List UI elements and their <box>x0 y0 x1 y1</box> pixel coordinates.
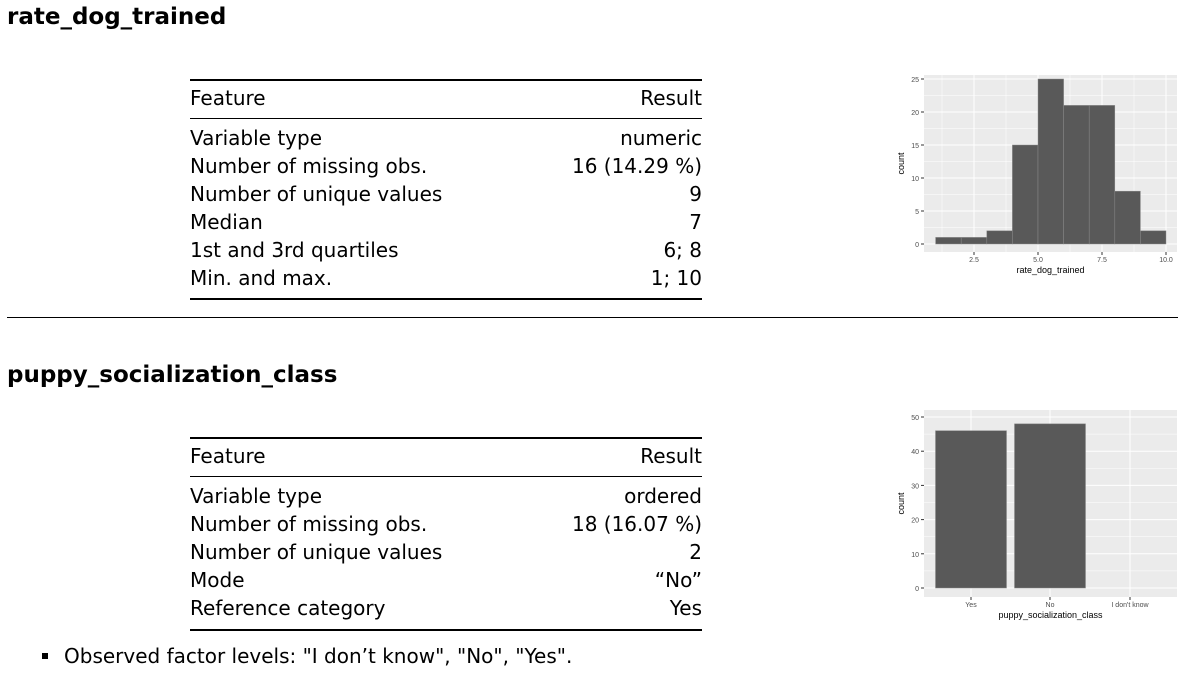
x-tick-label: I don't know <box>1111 602 1149 609</box>
table-row <box>190 538 702 566</box>
header-result: Result <box>640 86 702 110</box>
result-cell: 16 (14.29 %) <box>571 154 702 178</box>
result-cell: ordered <box>624 484 702 508</box>
header-feature: Feature <box>190 444 266 468</box>
x-tick-label: No <box>1045 602 1055 609</box>
table-header <box>190 442 702 470</box>
table-row <box>190 594 702 622</box>
feature-cell: Reference category <box>190 596 386 620</box>
result-cell: “No” <box>654 568 702 592</box>
table-bottom-rule <box>190 298 702 300</box>
table-row <box>190 208 702 236</box>
histogram-bar <box>987 231 1013 244</box>
feature-cell: Variable type <box>190 484 323 508</box>
table-row <box>190 152 702 180</box>
summary-table <box>190 437 702 632</box>
table-mid-rule <box>190 476 702 477</box>
y-axis-title: count <box>896 152 906 175</box>
table-row <box>190 264 702 292</box>
histogram-bar <box>961 237 987 244</box>
histogram-bar <box>1115 191 1141 244</box>
result-cell: 9 <box>689 182 702 206</box>
section-title: puppy_socialization_class <box>7 362 338 388</box>
bar <box>1015 424 1086 588</box>
summary-table <box>190 79 702 301</box>
bar <box>936 431 1007 588</box>
histogram-chart <box>890 70 1180 285</box>
y-tick-label: 10 <box>911 176 919 183</box>
x-tick-label: 10.0 <box>1159 257 1173 264</box>
y-tick-label: 0 <box>915 586 919 593</box>
result-cell: 18 (16.07 %) <box>571 512 702 536</box>
histogram-bar <box>1012 145 1038 244</box>
factor-levels-note <box>42 644 572 668</box>
result-cell: 1; 10 <box>650 266 702 290</box>
section-title: rate_dog_trained <box>7 4 227 30</box>
note-text: Observed factor levels: "I don’t know", "No", "Yes". <box>64 644 573 668</box>
feature-cell: 1st and 3rd quartiles <box>190 238 399 262</box>
table-top-rule <box>190 79 702 81</box>
result-cell: 6; 8 <box>663 238 702 262</box>
table-top-rule <box>190 437 702 439</box>
feature-cell: Number of unique values <box>190 540 443 564</box>
y-tick-label: 30 <box>911 483 919 491</box>
result-cell: numeric <box>620 126 702 150</box>
feature-cell: Min. and max. <box>190 266 333 290</box>
y-tick-label: 5 <box>915 209 919 216</box>
feature-cell: Number of unique values <box>190 182 443 206</box>
table-mid-rule <box>190 118 702 119</box>
feature-cell: Number of missing obs. <box>190 512 428 536</box>
x-tick-label: 2.5 <box>969 257 979 264</box>
y-tick-label: 10 <box>911 551 919 559</box>
result-cell: 2 <box>689 540 702 564</box>
table-row <box>190 566 702 594</box>
histogram-bar <box>1089 105 1115 244</box>
x-axis-title: rate_dog_trained <box>1016 265 1085 275</box>
histogram-bar <box>1140 231 1166 244</box>
histogram-bar <box>1064 105 1090 244</box>
x-tick-label: 5.0 <box>1033 257 1043 264</box>
y-tick-label: 40 <box>911 449 919 457</box>
y-tick-label: 20 <box>911 110 919 117</box>
table-header <box>190 84 702 112</box>
table-row <box>190 482 702 510</box>
table-row <box>190 236 702 264</box>
result-cell: Yes <box>669 596 702 620</box>
x-tick-label: 7.5 <box>1097 257 1107 264</box>
result-cell: 7 <box>689 210 702 234</box>
x-axis-title: puppy_socialization_class <box>998 610 1103 620</box>
feature-cell: Number of missing obs. <box>190 154 428 178</box>
y-axis-title: count <box>896 492 906 515</box>
section-divider <box>7 317 1178 318</box>
bullet-icon <box>42 653 48 659</box>
table-bottom-rule <box>190 629 702 631</box>
y-tick-label: 15 <box>911 143 919 150</box>
histogram-bar <box>1038 79 1064 244</box>
header-result: Result <box>640 444 702 468</box>
y-tick-label: 50 <box>911 415 919 422</box>
bar-chart <box>890 405 1180 630</box>
y-tick-label: 20 <box>911 517 919 525</box>
feature-cell: Variable type <box>190 126 323 150</box>
y-tick-label: 25 <box>911 77 919 84</box>
x-tick-label: Yes <box>965 602 977 609</box>
feature-cell: Mode <box>190 568 245 592</box>
header-feature: Feature <box>190 86 266 110</box>
table-row <box>190 180 702 208</box>
table-row <box>190 124 702 152</box>
feature-cell: Median <box>190 210 263 234</box>
y-tick-label: 0 <box>915 242 919 249</box>
table-row <box>190 510 702 538</box>
histogram-bar <box>936 237 962 244</box>
